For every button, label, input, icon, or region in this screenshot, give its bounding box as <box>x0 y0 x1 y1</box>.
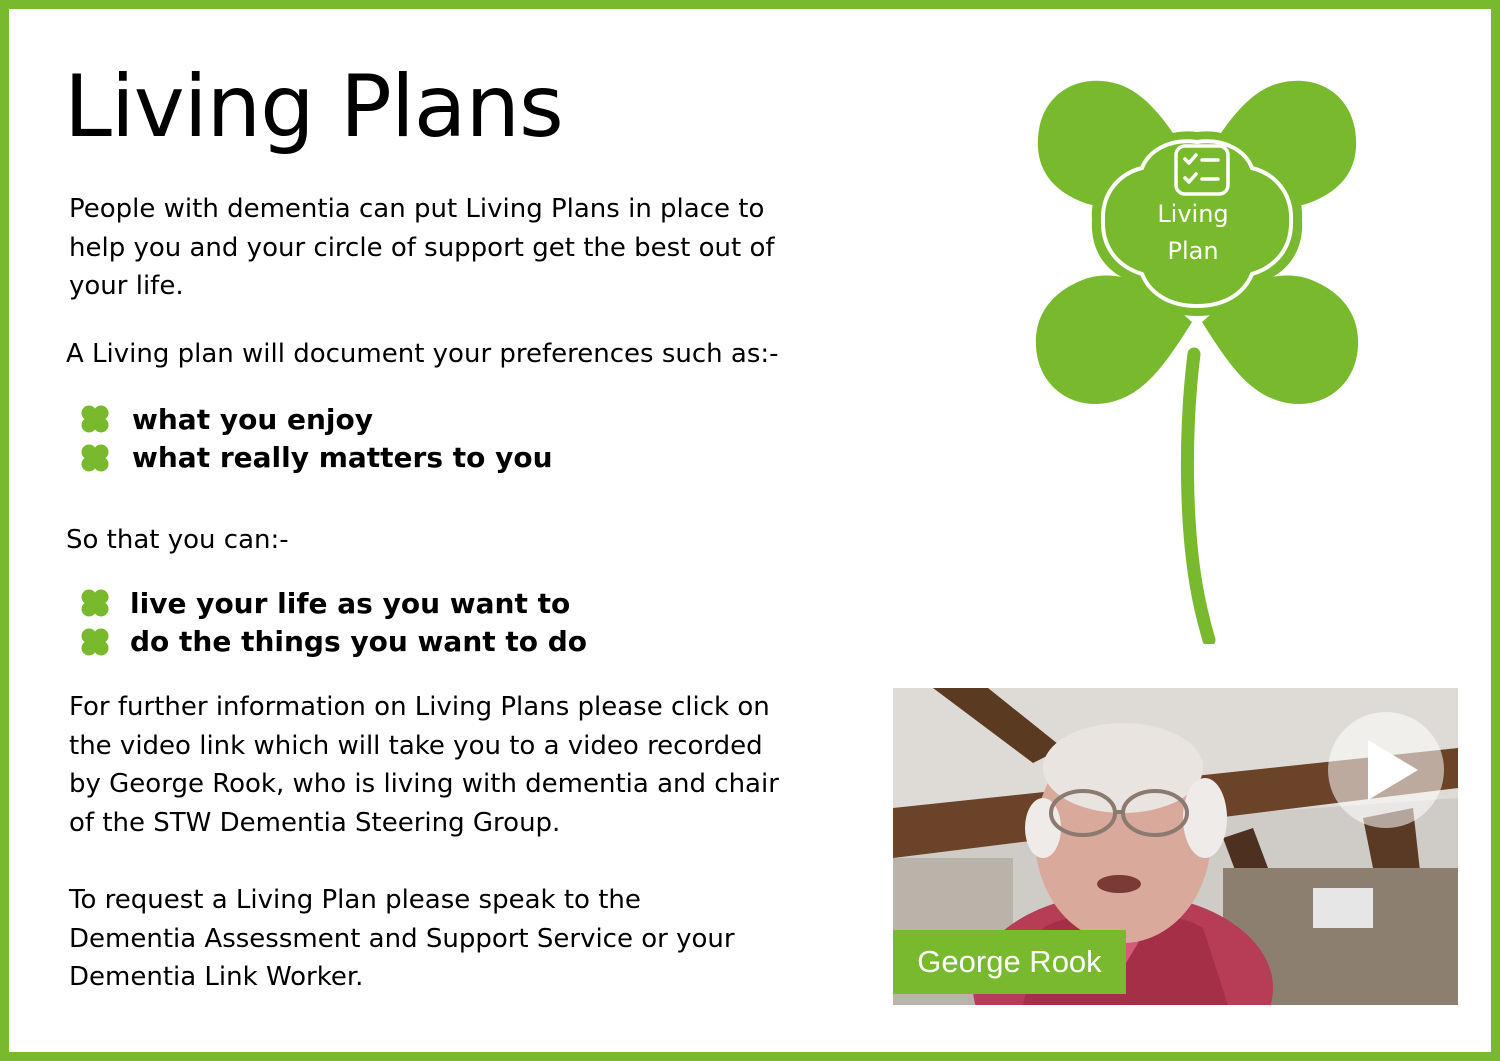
clover-bullet-icon <box>78 586 112 620</box>
list-item <box>78 584 587 623</box>
play-icon[interactable] <box>1326 710 1446 830</box>
outcomes-list <box>78 584 587 661</box>
page-title: Living Plans <box>64 57 563 157</box>
flower-label-line1: Living <box>1157 200 1229 228</box>
flower-label-line2: Plan <box>1167 237 1219 265</box>
outcomes-lead: So that you can:- <box>66 525 289 555</box>
preferences-lead: A Living plan will document your preferences such as:- <box>66 339 779 369</box>
list-item-label: live your life as you want to <box>130 586 571 620</box>
further-info-paragraph: For further information on Living Plans please click on the video link which will take you to a video recorded by George Rook, who is living with dementia and chair of the STW Dementia Steering Group. <box>69 692 779 838</box>
list-item <box>78 400 553 439</box>
list-item-label: what really matters to you <box>132 441 553 475</box>
preferences-list <box>78 400 553 477</box>
flower-stem <box>1187 354 1209 640</box>
list-item-label: what you enjoy <box>132 402 374 436</box>
video-caption: George Rook <box>893 930 1126 994</box>
flower-label <box>1113 196 1273 270</box>
list-item <box>78 439 553 478</box>
clover-bullet-icon <box>78 441 112 475</box>
request-info-paragraph: To request a Living Plan please speak to the Dementia Assessment and Support Service or your Dementia Link Worker. <box>69 885 735 992</box>
list-item-label: do the things you want to do <box>130 625 588 659</box>
clover-flower-illustration <box>1028 54 1366 644</box>
intro-paragraph: People with dementia can put Living Plans in place to help you and your circle of support get the best out of your life. <box>69 194 775 301</box>
list-item <box>78 623 587 662</box>
video-thumbnail[interactable] <box>893 688 1458 1005</box>
clover-bullet-icon <box>78 625 112 659</box>
clover-bullet-icon <box>78 402 112 436</box>
